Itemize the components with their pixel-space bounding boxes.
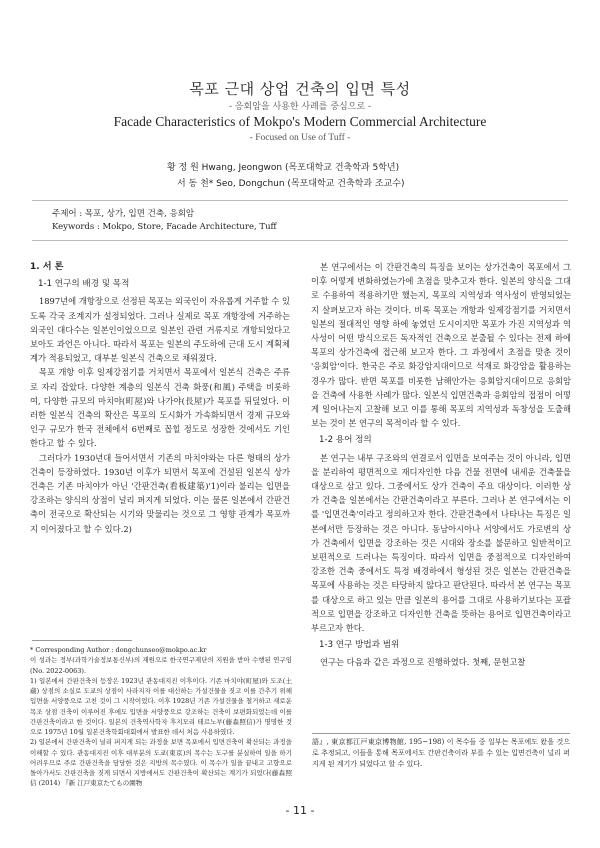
footnotes-left	[30, 645, 292, 789]
footnote-funding: 이 성과는 정부(과학기술정보통신부)의 재원으로 한국연구재단의 지원을 받아 수행된 연구임(No. 2022-0063).	[30, 656, 292, 675]
footnote-right	[312, 737, 570, 770]
page-number: - 11 -	[285, 804, 315, 817]
paragraph: 1897년에 개항장으로 선정된 목포는 외국인이 자유롭게 거주할 수 있도록 각국 조계지가 설정되었다. 그러나 실제로 목포 개항장에 거주하는 외국인 대다수는 일본인이었으므로 일본인 관련 거류지로 개항되었다고 보아도 과언은 아니다. 따라서 목포는 일본의 주도하에 근대 도시 계획체계가 적용되었고, 대부분 일본식 건축으로 채워졌다.	[30, 296, 290, 364]
right-column	[311, 260, 571, 670]
paragraph: 목포 개항 이후 일제강점기를 거치면서 목포에서 일본식 건축은 주류로 자리 잡았다. 다양한 계층의 일본식 건축 화풍(和風) 주택을 비롯하여, 다양한 규모의 마치야(町屋)와 나가야(長屋)가 목포를 뒤덮었다. 이러한 일본식 건축의 확산은 목포의 도시화가 가속화되면서 경제 규모와 인구 규모가 한국 전체에서 6번째로 꼽힐 정도로 성장한 것에서도 기인한다고 할 수 있다.	[30, 367, 290, 449]
subsection-heading-1-2: 1-2 용어 정의	[319, 435, 372, 446]
footnote-corresponding: * Corresponding Author : dongchunseo@mokpo.ac.kr	[30, 646, 207, 654]
paper-title: 목포 근대 상업 건축의 입면 특성	[189, 80, 411, 98]
footnote-continued: 語』, 東京都江戸東京博物館, 195~198) 이 목수들 중 일부는 목포에도 왔을 것으로 추정되고, 이들을 통해 목포에서도 간판건축이라 부를 수 있는 입면건축이 널리 퍼지게 된 계기가 되었다고 할 수 있다.	[312, 738, 570, 768]
paper-subtitle-en: - Focused on Use of Tuff -	[249, 133, 351, 143]
footnote-divider-right	[312, 733, 570, 734]
author-1: 황 정 원 Hwang, Jeongwon (목포대학교 건축학과 5학년)	[167, 163, 400, 173]
footnote-2: 2) 일본에서 간판건축이 널리 퍼지게 되는 과정을 보면 목포에서 입면건축이 확산되는 과정을 이해할 수 있다. 관동대지진 이후 대부분의 도쿄(東京)의 목수는 도구를 분실하여 일을 하기 어려우므로 주로 간판건축을 담당한 것은 지방의 목수였다. 이 목수가 일을 끝내고 고향으로 돌아가서도 간판건축을 짓게 되면서 지방에서도 간판건축이 확산되는 계기가 되었다(藤森照信 (2014) 『新 江戸東京たてもの園物	[30, 738, 292, 788]
left-column	[30, 260, 290, 536]
keywords-box	[32, 200, 568, 241]
author-2: 서 동 천* Seo, Dongchun (목포대학교 건축학과 조교수)	[177, 179, 405, 189]
subsection-heading-1-1: 1-1 연구의 배경 및 목적	[38, 279, 130, 290]
paragraph: 본 연구에서는 이 간판건축의 특징을 보이는 상가건축이 목포에서 그 이후 어떻게 변화하였는가에 초점을 맞추고자 한다. 일본의 양식을 그대로 수용하여 적용하기만 했는지, 목포의 지역성과 역사성이 반영되었는지 살펴보고자 하는 것이다. 비록 목포는 개항과 일제강점기를 거치면서 일본의 절대적인 영향 하에 놓였던 도시이지만 목포가 가진 지역성과 역사성이 어떤 방식으로든 독자적인 건축으로 분출될 수 있다는 전제 하에 목포의 상가건축에 접근해 보고자 한다. 그 과정에서 초점을 맞춘 것이 '응회암'이다. 한국은 주로 화강암지대이므로 석재로 화강암을 활용하는 경우가 많다. 반면 목포를 비롯한 남해안가는 응회암지대이므로 응회암을 건축에 사용한 사례가 많다. 일본식 입면건축과 응회암의 접점이 어떻게 일어나는지 고찰해 보고 이를 통해 목포의 지역성과 독창성을 도출해 보는 것이 본 연구의 목적이라 할 수 있다.	[311, 262, 571, 429]
paragraph: 본 연구는 내부 구조와의 연결로서 입면을 보여주는 것이 아니라, 입면을 분리하여 평면적으로 재디자인한 다음 건물 전면에 내세운 건축물을 대상으로 삼고 있다. 그중에서도 상가 건축이 주요 대상이다. 이러한 상가 건축을 일본에서는 간판건축이라고 부른다. 그러나 본 연구에서는 이를 '입면건축'이라고 정의하고자 한다. 간판건축에서 나타나는 특징은 일본에서만 등장하는 것은 아니다. 동남아시아나 서양에서도 가로변의 상가 건축에서 입면을 강조하는 것은 시대와 장소를 불문하고 일반적이고 보편적으로 드러나는 특징이다. 따라서 입면을 중점적으로 디자인하여 강조한 건축 중에서도 특정 배경하에서 형성된 것은 일본는 간판건축을 목포에 사용하는 것은 타당하지 않다고 판단된다. 따라서 본 연구는 목포를 대상으로 하고 있는 만큼 일본의 용어를 그대로 사용하기보다는 포괄적으로 입면을 강조하고 디자인한 건축을 뜻하는 용어로 입면건축이라고 부르고자 한다.	[311, 452, 571, 634]
footnote-divider	[32, 640, 132, 641]
paragraph: 연구는 다음과 같은 과정으로 진행하였다. 첫째, 문헌고찰	[320, 657, 526, 668]
footnote-1: 1) 일본에서 간판건축의 등장은 1923년 관동대지진 이후이다. 기존 마치야(町屋)와 도조(土蔵) 상점의 소실로 도쿄의 상점이 사라지자 이를 대신하는 가설건물을 짓고 이를 간추기 위해 입면을 서양풍으로 고친 것이 그 시작이었다. 이후 1928년 기존 가설건물을 철거하고 새로운 목조 상점 건축이 이루어진 후에도 입면을 서양풍으로 강조하는 건축이 보편화되었는데 이를 간판건축이라고 한 것이다. 일본의 건축역사학자 후지모리 테르노부(藤森照信)가 명명한 것으로 1975년 10월 일본건축학회대회에서 발표한 데서 처음 사용하였다.	[30, 676, 292, 736]
keywords-ko: 주제어 : 목포, 상가, 입면 건축, 응회암	[52, 209, 195, 219]
section-heading-intro: 1. 서 론	[30, 262, 64, 272]
subsection-heading-1-3: 1-3 연구 방법과 범위	[319, 640, 400, 651]
paper-subtitle-ko: - 응회암을 사용한 사례를 중심으로 -	[228, 102, 372, 112]
paragraph: 그러다가 1930년대 들어서면서 기존의 마치야와는 다른 형태의 상가 건축이 등장하였다. 1930년 이후가 되면서 목포에 건설된 일본식 상가 건축은 기존 마치야가 아닌 '간판건축(看板建築)'1)이라 불리는 입면을 강조하는 양식의 상점이 널리 퍼지게 되었다. 이는 물론 일본에서 간판건축이 전국으로 확산되는 시기와 맞물리는 것으로 그 영향 관계가 목포까지 이어졌다고 할 수 있다.2)	[30, 452, 290, 534]
paper-title-en: Facade Characteristics of Mokpo's Modern Commercial Architecture	[113, 114, 487, 129]
keywords-en: Keywords : Mokpo, Store, Facade Architecture, Tuff	[52, 222, 277, 232]
